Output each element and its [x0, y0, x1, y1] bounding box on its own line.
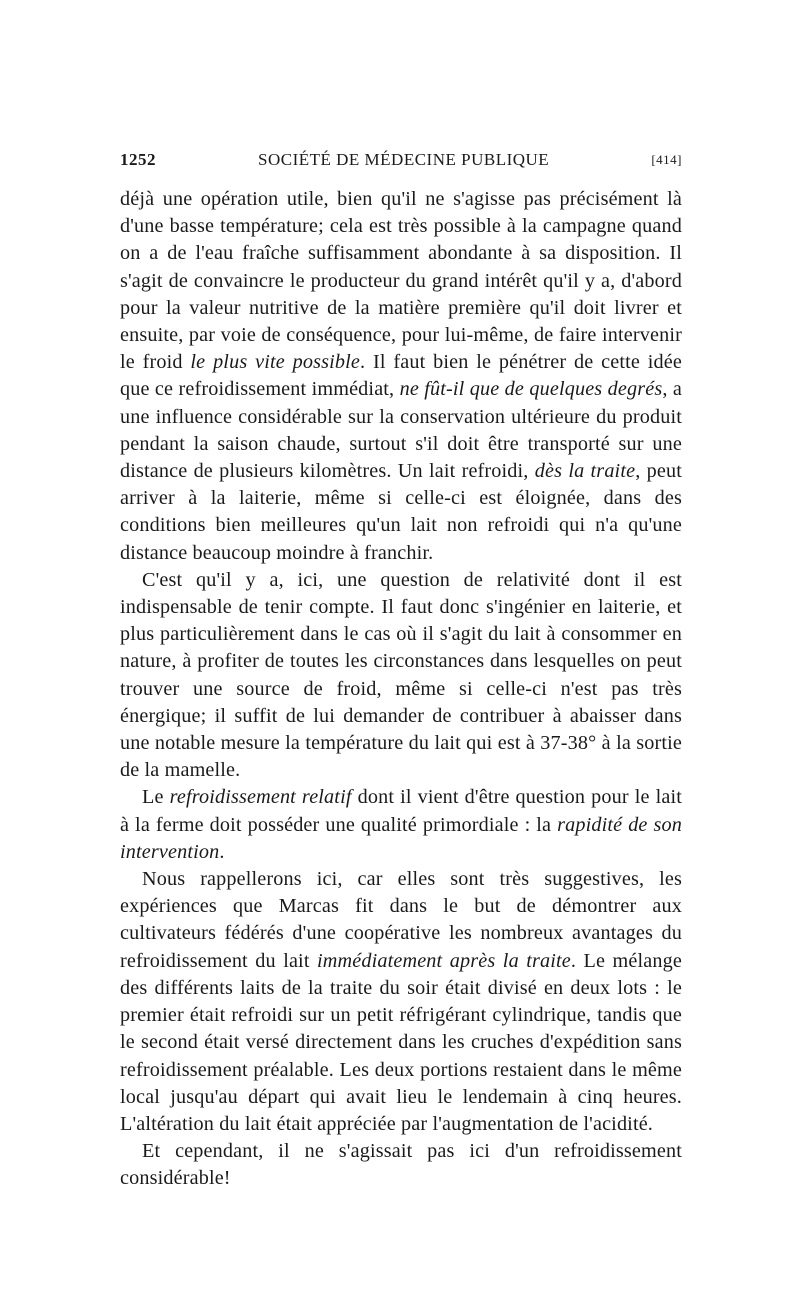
- body-text: [120, 186, 682, 1193]
- italic-phrase: rapidité de son intervention: [120, 813, 682, 863]
- text-run: , peut arriver à la laiterie, même si celle-ci est éloignée, dans des conditions bien meilleures qu'un lait non refroidi qui n'a qu'une distance beaucoup moindre à franchir.: [120, 460, 682, 564]
- text-run: Et cependant, il ne s'agissait pas ici d'un refroidissement considérable!: [120, 1140, 682, 1190]
- signature-mark: [414]: [651, 152, 682, 167]
- italic-phrase: ne fût-il que de quelques degrés: [399, 378, 663, 401]
- italic-phrase: dès la traite: [534, 460, 636, 483]
- text-run: . Le mélange des différents laits de la traite du soir était divisé en deux lots : le premier était refroidi sur un petit réfrigérant cylindrique, tandis que le second était versé directement dans les cruches d'expédition sans refroidissement préalable. Les deux portions restaient dans le même local jusqu'au départ qui avait lieu le lendemain à cinq heures. L'altération du lait était appréciée par l'augmentation de l'acidité.: [120, 949, 682, 1135]
- paragraph: [120, 1138, 682, 1192]
- text-run: .: [219, 840, 225, 863]
- text-run: Le: [142, 786, 170, 809]
- italic-phrase: immédiatement après la traite: [317, 949, 571, 972]
- text-run: C'est qu'il y a, ici, une question de relativité dont il est indispensable de tenir compte. Il faut donc s'ingénier en laiterie, et plus particulièrement dans le cas où il s'agit du lait à consommer en nature, à profiter de toutes les circonstances dans lesquelles on peut trouver une source de froid, même si celle-ci n'est pas très énergique; il suffit de lui demander de contribuer à abaisser dans une notable mesure la température du lait qui est à 37-38° à la sortie de la mamelle.: [120, 568, 682, 782]
- paragraph: [120, 784, 682, 866]
- text-run: déjà une opération utile, bien qu'il ne s'agisse pas précisément là d'une basse température; cela est très possible à la campagne quand on a de l'eau fraîche suffisamment abondante à sa disposition. Il s'agit de convaincre le producteur du grand intérêt qu'il y a, d'abord pour la valeur nutritive de la matière première qu'il doit livrer et ensuite, par voie de conséquence, pour lui-même, de faire intervenir le froid: [120, 188, 682, 374]
- paragraph: [120, 186, 682, 567]
- text-run: , a une influence considérable sur la conservation ultérieure du produit pendant la saison chaude, surtout s'il doit être transporté sur une distance de plusieurs kilomètres. Un lait refroidi,: [120, 378, 682, 483]
- paragraph: [120, 866, 682, 1138]
- italic-phrase: le plus vite possible: [190, 351, 360, 374]
- text-run: dont il vient d'être question pour le lait à la ferme doit posséder une qualité primordiale : la: [120, 786, 682, 836]
- running-title: SOCIÉTÉ DE MÉDECINE PUBLIQUE: [258, 150, 550, 169]
- page-number: 1252: [120, 150, 156, 169]
- text-run: . Il faut bien le pénétrer de cette idée que ce refroidissement immédiat,: [120, 351, 682, 401]
- running-head: [120, 150, 682, 176]
- text-run: Nous rappellerons ici, car elles sont très suggestives, les expériences que Marcas fit dans le but de démontrer aux cultivateurs fédérés d'une coopérative les nombreux avantages du refroidissement du lait: [120, 868, 682, 972]
- italic-phrase: refroidissement relatif: [169, 786, 352, 809]
- paragraph: [120, 567, 682, 785]
